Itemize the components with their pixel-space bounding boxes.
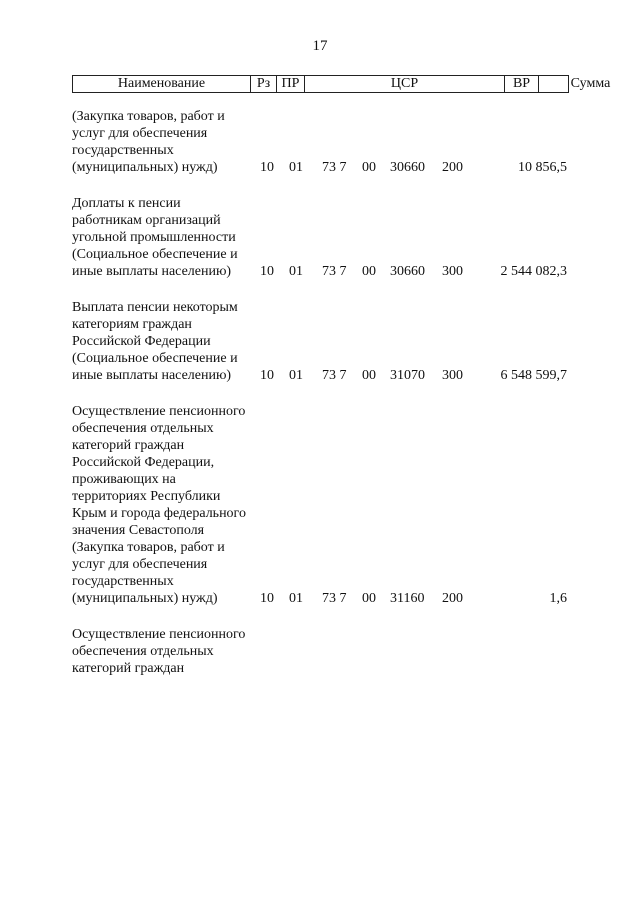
page-number: 17 (312, 38, 328, 54)
row-csr-sub: 00 (362, 264, 376, 279)
table-row (72, 195, 572, 280)
row-values (72, 660, 572, 677)
row-vr: 200 (442, 591, 463, 606)
row-vr: 300 (442, 368, 463, 383)
row-csr-sub: 00 (362, 368, 376, 383)
row-sum: 2 544 082,3 (500, 264, 567, 279)
row-csr-code: 31070 (390, 368, 425, 383)
row-name: Осуществление пенсионного обеспечения отдельных категорий граждан Российской Федерации, проживающих на территориях Республики Крым и города федерального значения Севастополя (Закупка товаров, работ и услуг для обеспечения государственных (муниципальных) нужд) (72, 404, 246, 606)
table-body (72, 108, 572, 696)
row-sum: 6 548 599,7 (500, 368, 567, 383)
row-name: (Закупка товаров, работ и услуг для обеспечения государственных (муниципальных) нужд) (72, 109, 225, 175)
row-csr-program: 73 7 (322, 160, 347, 175)
row-csr-sub: 00 (362, 591, 376, 606)
row-pr: 01 (289, 264, 303, 279)
row-rz: 10 (260, 368, 274, 383)
row-rz: 10 (260, 160, 274, 175)
row-csr-program: 73 7 (322, 368, 347, 383)
row-rz: 10 (260, 264, 274, 279)
row-sum: 1,6 (549, 591, 567, 606)
table-row (72, 108, 572, 176)
row-csr-code: 30660 (390, 160, 425, 175)
row-vr: 300 (442, 264, 463, 279)
header-vr: ВР (505, 76, 539, 92)
row-vr: 200 (442, 160, 463, 175)
row-sum: 10 856,5 (518, 160, 567, 175)
row-pr: 01 (289, 368, 303, 383)
row-csr-sub: 00 (362, 160, 376, 175)
header-name: Наименование (73, 76, 251, 92)
row-values (72, 159, 572, 176)
table-row (72, 403, 572, 607)
row-name: Доплаты к пенсии работникам организаций угольной промышленности (Социальное обеспечение и иные выплаты населению) (72, 196, 238, 279)
row-values (72, 590, 572, 607)
table-row (72, 299, 572, 384)
table-row (72, 626, 572, 677)
row-values (72, 263, 572, 280)
row-values (72, 367, 572, 384)
table-header (72, 75, 611, 93)
header-csr: ЦСР (305, 76, 505, 92)
row-pr: 01 (289, 160, 303, 175)
row-name: Выплата пенсии некоторым категориям граждан Российской Федерации (Социальное обеспечение и иные выплаты населению) (72, 300, 238, 383)
header-sum: Сумма (570, 76, 611, 91)
row-rz: 10 (260, 591, 274, 606)
row-name: Осуществление пенсионного обеспечения отдельных категорий граждан (72, 627, 246, 676)
row-csr-code: 31160 (390, 591, 425, 606)
row-csr-program: 73 7 (322, 264, 347, 279)
header-pr: ПР (277, 76, 305, 92)
row-csr-program: 73 7 (322, 591, 347, 606)
row-csr-code: 30660 (390, 264, 425, 279)
row-pr: 01 (289, 591, 303, 606)
header-rz: Рз (251, 76, 277, 92)
